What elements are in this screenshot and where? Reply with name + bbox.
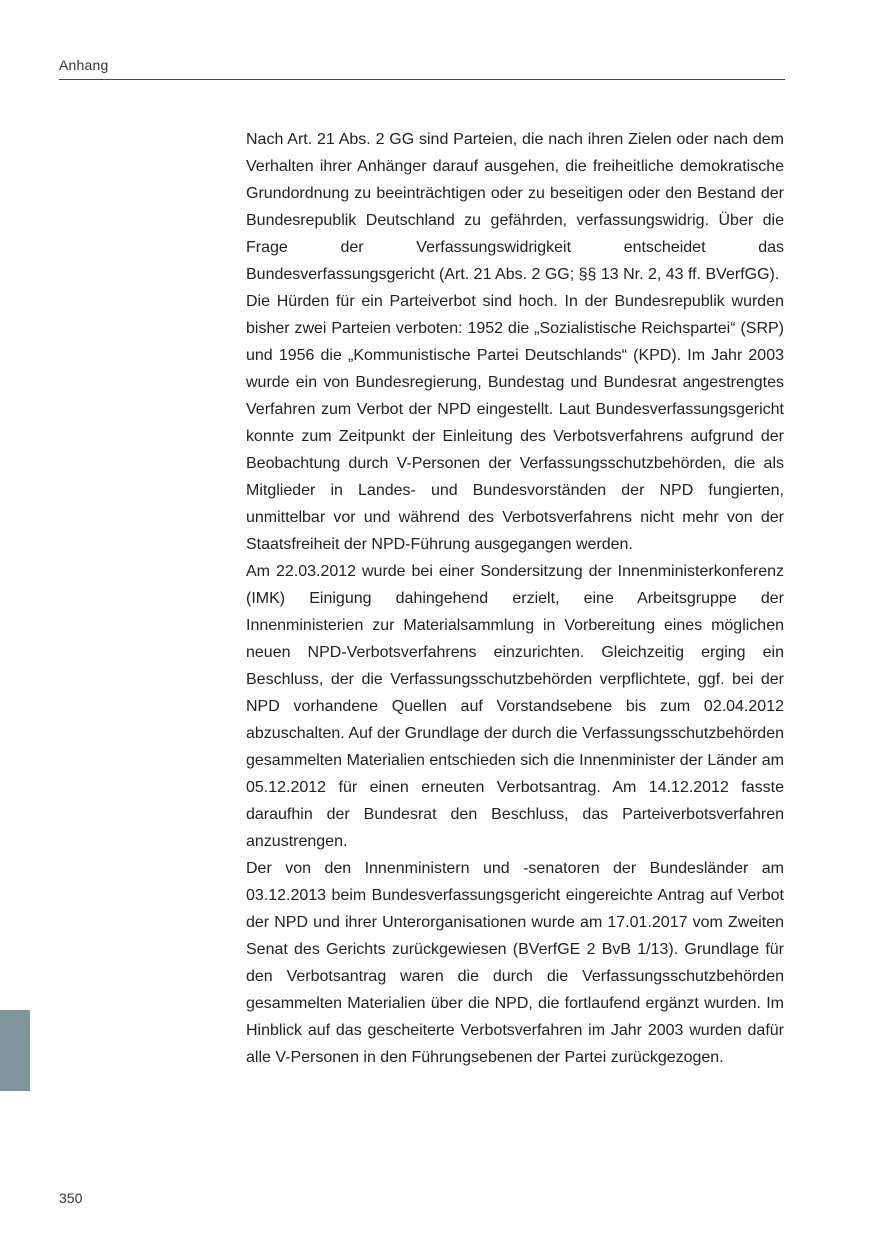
running-head-title: Anhang [59, 57, 109, 73]
paragraph-imk-2012: Am 22.03.2012 wurde bei einer Sondersitzung der Innenministerkonferenz (IMK) Einigung dahingehend erzielt, eine Arbeitsgruppe der Innenministerien zur Materialsammlung in Vorbereitung eines möglichen neuen NPD-Verbotsverfahrens einzurichten. Gleichzeitig erging ein Beschluss, der die Verfassungsschutzbehörden verpflichtete, ggf. bei der NPD vorhandene Quellen auf Vorstandsebene bis zum 02.04.2012 abzuschalten. Auf der Grundlage der durch die Verfassungsschutzbehörden gesammelten Materialien entschieden sich die Innenminister der Länder am 05.12.2012 für einen erneuten Verbotsantrag. Am 14.12.2012 fasste daraufhin der Bundesrat den Beschluss, das Parteiverbotsverfahren anzustrengen. [246, 563, 784, 850]
body-text [246, 126, 784, 1071]
header-rule [59, 79, 785, 80]
paragraph-parteiverbot-huerden: Die Hürden für ein Parteiverbot sind hoch. In der Bundesrepublik wurden bisher zwei Parteien verboten: 1952 die „Sozialistische Reichspartei“ (SRP) und 1956 die „Kommunistische Partei Deutschlands“ (KPD). Im Jahr 2003 wurde ein von Bundesregierung, Bundestag und Bundesrat angestrengtes Verfahren zum Verbot der NPD eingestellt. Laut Bundesverfassungsgericht konnte zum Zeitpunkt der Einleitung des Verbotsverfahrens aufgrund der Beobachtung durch V-Personen der Verfassungsschutzbehörden, die als Mitglieder in Landes- und Bundesvorständen der NPD fungierten, unmittelbar vor und während des Verbotsverfahrens nicht mehr von der Staatsfreiheit der NPD-Führung ausgegangen werden. [246, 293, 784, 553]
paragraph-verbotsantrag-2013: Der von den Innenministern und -senatoren der Bundesländer am 03.12.2013 beim Bundesverfassungsgericht eingereichte Antrag auf Verbot der NPD und ihrer Unterorganisationen wurde am 17.01.2017 vom Zweiten Senat des Gerichts zurückgewiesen (BVerfGE 2 BvB 1/13). Grundlage für den Verbotsantrag waren die durch die Verfassungsschutzbehörden gesammelten Materialien über die NPD, die fortlaufend ergänzt wurden. Im Hinblick auf das gescheiterte Verbotsverfahren im Jahr 2003 wurden dafür alle V-Personen in den Führungsebenen der Partei zurückgezogen. [246, 860, 784, 1066]
paragraph-art21: Nach Art. 21 Abs. 2 GG sind Parteien, die nach ihren Zielen oder nach dem Verhalten ihrer Anhänger darauf ausgehen, die freiheitliche demokratische Grundordnung zu beeinträchtigen oder zu beseitigen oder den Bestand der Bundesrepublik Deutschland zu gefährden, verfassungswidrig. Über die Frage der Verfassungswidrigkeit entscheidet das Bundesverfassungsgericht (Art. 21 Abs. 2 GG; §§ 13 Nr. 2, 43 ff. BVerfGG). [246, 131, 784, 283]
chapter-thumb-tab [0, 1010, 30, 1091]
page-number: 350 [59, 1190, 83, 1206]
